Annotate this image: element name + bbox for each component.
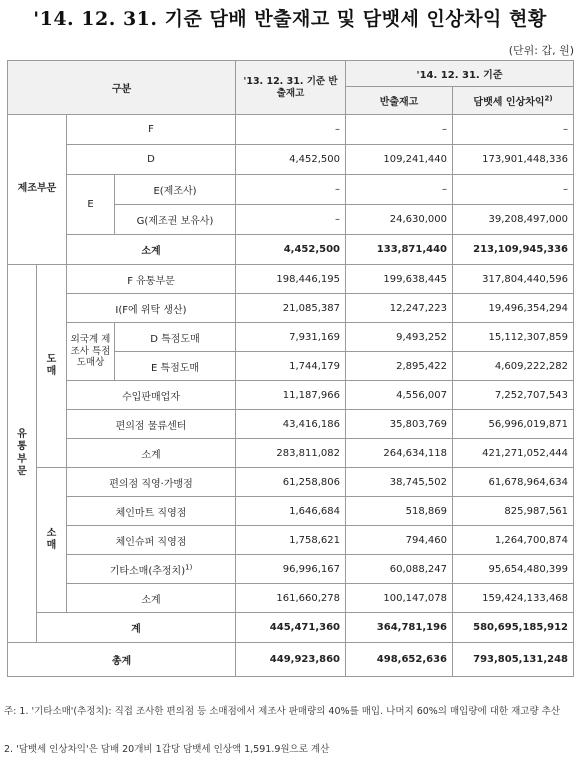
grand-total-row: 총계 449,923,860 498,652,636 793,805,131,248 xyxy=(8,643,574,677)
subtotal-row: 소계 161,660,278 100,147,078 159,424,133,468 xyxy=(8,584,574,613)
table-row: D 4,452,500 109,241,440 173,901,448,336 xyxy=(8,145,574,175)
table-row: 체인마트 직영점 1,646,684 518,869 825,987,561 xyxy=(8,497,574,526)
table-row: 편의점 물류센터 43,416,186 35,803,769 56,996,019,871 xyxy=(8,410,574,439)
header-col3: 담뱃세 인상차익$^{2)}$ xyxy=(453,87,574,115)
unit-label: (단위: 갑, 원) xyxy=(508,44,574,57)
table-row: I(F에 위탁 생산) 21,085,387 12,247,223 19,496,354,294 xyxy=(8,294,574,323)
table-row: 기타소매(추정치)$^{1)}$ 96,996,167 60,088,247 95,654,480,399 xyxy=(8,555,574,584)
header-col2: 반출재고 xyxy=(346,87,453,115)
table-row: 수입판매업자 11,187,966 4,556,007 7,252,707,543 xyxy=(8,381,574,410)
section-distribution: 유통부문 xyxy=(8,265,37,643)
footnote-1: 주: 1. '기타소매'(추정치): 직접 조사한 편의점 등 소매점에서 제조사 판매량의 40%를 매입. 나머지 60%의 매입량에 대한 재고량 추산 xyxy=(4,706,561,717)
group-foreign: 외국계 제조사 특점도매상 xyxy=(67,323,115,381)
distribution-total-row: 계 445,471,360 364,781,196 580,695,185,912 xyxy=(8,613,574,643)
header-row xyxy=(8,61,574,87)
header-group2: '14. 12. 31. 기준 xyxy=(346,61,574,87)
page-title: '14. 12. 31. 기준 담배 반출재고 및 담뱃세 인상차익 현황 xyxy=(33,8,547,30)
table-row: G(제조권 보유사) – 24,630,000 39,208,497,000 xyxy=(8,205,574,235)
table-row: E E(제조사) – – – xyxy=(8,175,574,205)
section-wholesale: 도매 xyxy=(37,265,67,468)
table-row: 체인슈퍼 직영점 1,758,621 794,460 1,264,700,874 xyxy=(8,526,574,555)
group-e: E xyxy=(67,175,115,235)
table-row: 소매 편의점 직영·가맹점 61,258,806 38,745,502 61,678,964,634 xyxy=(8,468,574,497)
table-row: E 특점도매 1,744,179 2,895,422 4,609,222,282 xyxy=(8,352,574,381)
table-row: 유통부문 도매 F 유통부문 198,446,195 199,638,445 317,804,440,596 xyxy=(8,265,574,294)
header-category: 구분 xyxy=(8,61,236,115)
section-retail: 소매 xyxy=(37,468,67,613)
subtotal-row: 소계 283,811,082 264,634,118 421,271,052,444 xyxy=(8,439,574,468)
table-row: 제조부문 F – – – xyxy=(8,115,574,145)
subtotal-row: 소계 4,452,500 133,871,440 213,109,945,336 xyxy=(8,235,574,265)
header-col1: '13. 12. 31. 기준 반출재고 xyxy=(236,61,346,115)
table-row: 외국계 제조사 특점도매상 D 특점도매 7,931,169 9,493,252 15,112,307,859 xyxy=(8,323,574,352)
inventory-table xyxy=(7,60,574,677)
section-manufacturing: 제조부문 xyxy=(8,115,67,265)
footnote-2: 2. '담뱃세 인상차익'은 담배 20개비 1갑당 담뱃세 인상액 1,591.9원으로 계산 xyxy=(4,744,330,755)
